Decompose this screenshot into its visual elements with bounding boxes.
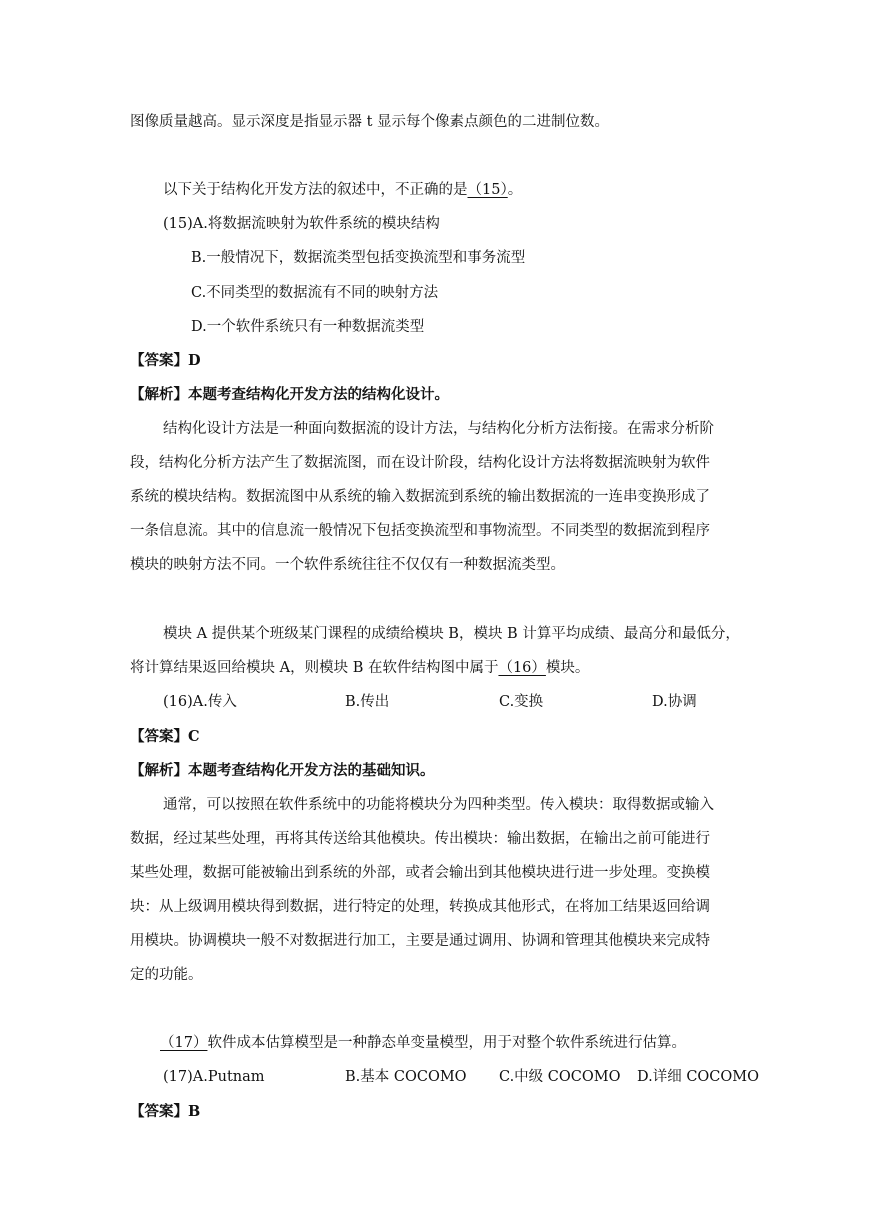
q15-stem-text: 以下关于结构化开发方法的叙述中，不正确的是 [163, 182, 468, 198]
q15-stem [163, 180, 522, 200]
q16-blank: （16） [498, 660, 546, 676]
q15-stem-end: 。 [507, 182, 523, 198]
q16-stem-line-1: 模块 A 提供某个班级某门课程的成绩给模块 B，模块 B 计算平均成绩、最高分和最低分， [163, 626, 740, 642]
q16-option-a: (16)A.传入 [163, 694, 237, 710]
q16-analysis-label: 【解析】 [130, 762, 188, 779]
q16-answer-value: C [188, 728, 200, 745]
q16-option-b: B.传出 [345, 694, 390, 710]
q16-analysis-line-1: 通常，可以按照在软件系统中的功能将模块分为四种类型。传入模块：取得数据或输入 [163, 797, 714, 813]
q17-option-c: C.中级 COCOMO [499, 1069, 621, 1085]
intro-line: 图像质量越高。显示深度是指显示器 t 显示每个像素点颜色的二进制位数。 [130, 114, 610, 130]
q15-answer [130, 351, 201, 371]
q17-option-a: (17)A.Putnam [163, 1069, 265, 1085]
q16-answer-label: 【答案】 [130, 728, 188, 745]
q15-analysis-title: 本题考查结构化开发方法的结构化设计。 [188, 386, 449, 403]
q16-analysis-line-6: 定的功能。 [130, 967, 203, 983]
q17-option-b: B.基本 COCOMO [345, 1069, 467, 1085]
q16-analysis-heading [130, 761, 435, 781]
q15-analysis-line-3: 系统的模块结构。数据流图中从系统的输入数据流到系统的输出数据流的一连串变换形成了 [130, 489, 710, 505]
q17-answer [130, 1102, 200, 1122]
q16-analysis-line-2: 数据，经过某些处理，再将其传送给其他模块。传出模块：输出数据，在输出之前可能进行 [130, 831, 710, 847]
q15-answer-label: 【答案】 [130, 352, 188, 369]
q16-analysis-line-5: 用模块。协调模块一般不对数据进行加工，主要是通过调用、协调和管理其他模块来完成特 [130, 933, 710, 949]
q15-analysis-label: 【解析】 [130, 386, 188, 403]
q17-option-d: D.详细 COCOMO [637, 1069, 760, 1085]
q16-analysis-line-4: 块：从上级调用模块得到数据，进行特定的处理，转换成其他形式，在将加工结果返回给调 [130, 899, 710, 915]
q16-stem-text: 将计算结果返回给模块 A，则模块 B 在软件结构图中属于 [130, 660, 499, 676]
q15-answer-value: D [188, 352, 201, 369]
q15-analysis-line-1: 结构化设计方法是一种面向数据流的设计方法，与结构化分析方法衔接。在需求分析阶 [163, 421, 714, 437]
q15-analysis-heading [130, 385, 449, 405]
q15-blank: （15） [467, 182, 508, 198]
q15-option-d: D.一个软件系统只有一种数据流类型 [191, 319, 425, 335]
q16-answer [130, 727, 200, 747]
q16-option-c: C.变换 [499, 694, 544, 710]
q15-option-b: B.一般情况下，数据流类型包括变换流型和事务流型 [191, 250, 526, 266]
q15-analysis-line-4: 一条信息流。其中的信息流一般情况下包括变换流型和事物流型。不同类型的数据流到程序 [130, 523, 710, 539]
q16-stem-end: 模块。 [545, 660, 590, 676]
q16-analysis-line-3: 某些处理，数据可能被输出到系统的外部，或者会输出到其他模块进行进一步处理。变换模 [130, 865, 710, 881]
q17-stem-text: 软件成本估算模型是一种静态单变量模型，用于对整个软件系统进行估算。 [207, 1035, 686, 1051]
q16-stem-line-2 [130, 658, 589, 678]
q15-option-c: C.不同类型的数据流有不同的映射方法 [191, 285, 439, 301]
q15-analysis-line-5: 模块的映射方法不同。一个软件系统往往不仅仅有一种数据流类型。 [130, 557, 565, 573]
q15-analysis-line-2: 段，结构化分析方法产生了数据流图，而在设计阶段，结构化设计方法将数据流映射为软件 [130, 455, 710, 471]
q17-answer-value: B [188, 1103, 201, 1120]
q17-stem [160, 1033, 686, 1053]
q16-analysis-title: 本题考查结构化开发方法的基础知识。 [188, 762, 435, 779]
q17-blank: （17） [160, 1035, 208, 1051]
q16-option-d: D.协调 [652, 694, 697, 710]
q15-option-a: (15)A.将数据流映射为软件系统的模块结构 [163, 216, 440, 232]
q17-answer-label: 【答案】 [130, 1103, 188, 1120]
